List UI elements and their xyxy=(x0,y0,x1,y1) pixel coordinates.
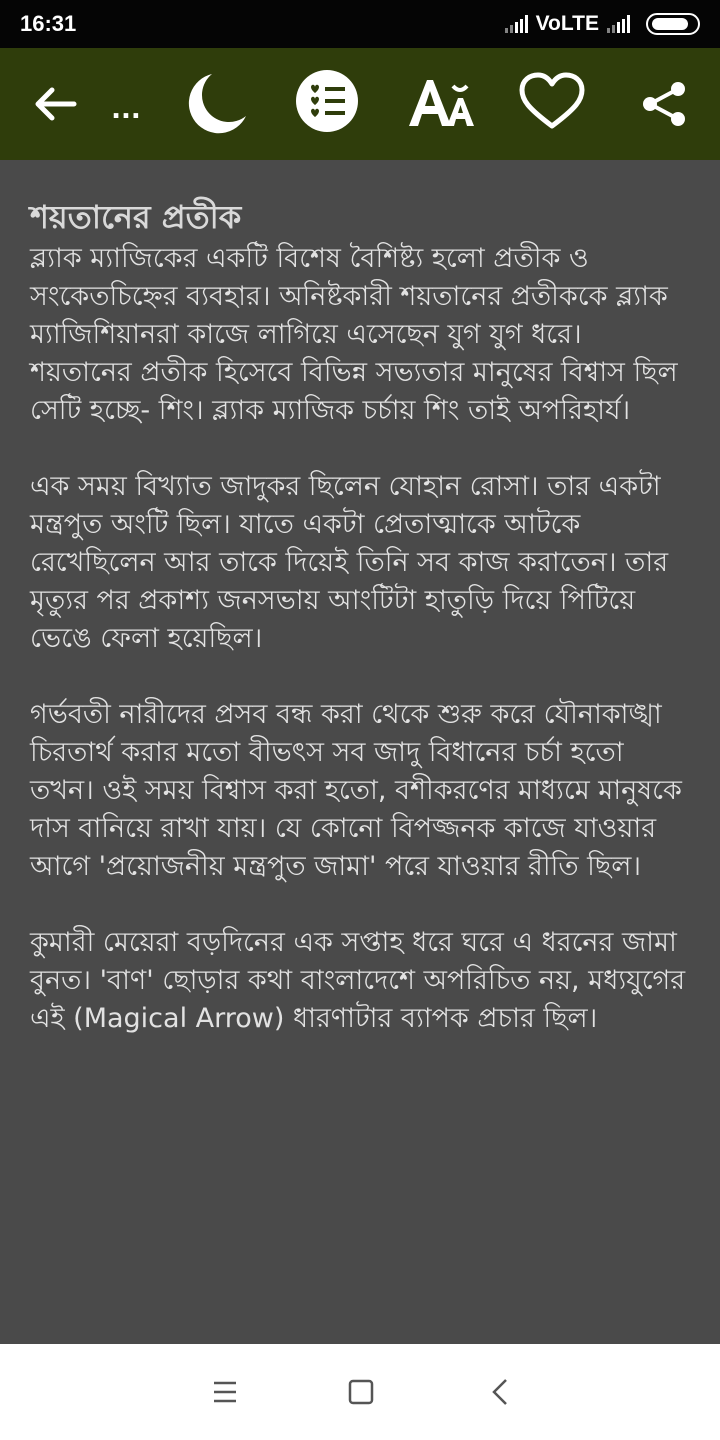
more-button[interactable]: ... xyxy=(111,95,141,125)
paragraph: কুমারী মেয়েরা বড়দিনের এক সপ্তাহ ধরে ঘরে এ ধরনের জামা বুনত। 'বাণ' ছোড়ার কথা বাংলাদেশে অপরিচিত নয়, মধ্যযুগের এই (Magical Arrow) ধারণাটার ব্যাপক প্রচার ছিল। xyxy=(30,927,686,1034)
paragraph: এক সময় বিখ্যাত জাদুকর ছিলেন যোহান রোসা। তার একটা মন্ত্রপুত অংটি ছিল। যাতে একটা প্রেতাত্মাকে আটকে রেখেছিলেন আর তাকে দিয়েই তিনি সব কাজ করাতেন। তার মৃত্যুর পর প্রকাশ্য জনসভায় আংটিটা হাতুড়ি দিয়ে পিটিয়ে ভেঙে ফেলা হয়েছিল। xyxy=(30,471,669,654)
heart-icon[interactable] xyxy=(516,70,588,134)
share-icon[interactable] xyxy=(636,76,692,132)
menu-icon[interactable] xyxy=(177,1344,273,1440)
font-size-icon[interactable] xyxy=(404,70,476,134)
status-bar xyxy=(0,0,720,48)
favorites-list-icon[interactable] xyxy=(294,68,360,134)
status-time: 16:31 xyxy=(20,11,77,36)
signal-icon-2 xyxy=(607,15,630,33)
back-arrow-icon[interactable] xyxy=(26,74,86,134)
status-indicators xyxy=(505,12,700,36)
paragraph: ব্ল্যাক ম্যাজিকের একটি বিশেষ বৈশিষ্ট্য হলো প্রতীক ও সংকেতচিহ্নের ব্যবহার। অনিষ্টকারী শয়তানের প্রতীককে ব্ল্যাক ম্যাজিশিয়ানরা কাজে লাগিয়ে এসেছেন যুগ যুগ ধরে। শয়তানের প্রতীক হিসেবে বিভিন্ন সভ্যতার মানুষের বিশ্বাস ছিল সেটি হচ্ছে- শিং। ব্ল্যাক ম্যাজিক চর্চায় শিং তাই অপরিহার্য। xyxy=(30,243,678,426)
moon-icon[interactable] xyxy=(180,68,252,140)
article-title: শয়তানের প্রতীক xyxy=(30,198,242,236)
article-content xyxy=(0,160,720,1344)
navigation-bar xyxy=(0,1344,720,1440)
battery-icon xyxy=(646,13,700,35)
toolbar xyxy=(0,48,720,160)
home-square-icon[interactable] xyxy=(313,1344,409,1440)
paragraph: গর্ভবতী নারীদের প্রসব বন্ধ করা থেকে শুরু করে যৌনাকাঙ্খা চিরতার্থ করার মতো বীভৎস সব জাদু বিধানের চর্চা হতো তখন। ওই সময় বিশ্বাস করা হতো, বশীকরণের মাধ্যমে মানুষকে দাস বানিয়ে রাখা যায়। যে কোনো বিপজ্জনক কাজে যাওয়ার আগে 'প্রয়োজনীয় মন্ত্রপুত জামা' পরে যাওয়ার রীতি ছিল। xyxy=(30,699,682,882)
signal-icon xyxy=(505,15,528,33)
back-chevron-icon[interactable] xyxy=(452,1344,548,1440)
network-type-label: VoLTE xyxy=(535,12,599,35)
